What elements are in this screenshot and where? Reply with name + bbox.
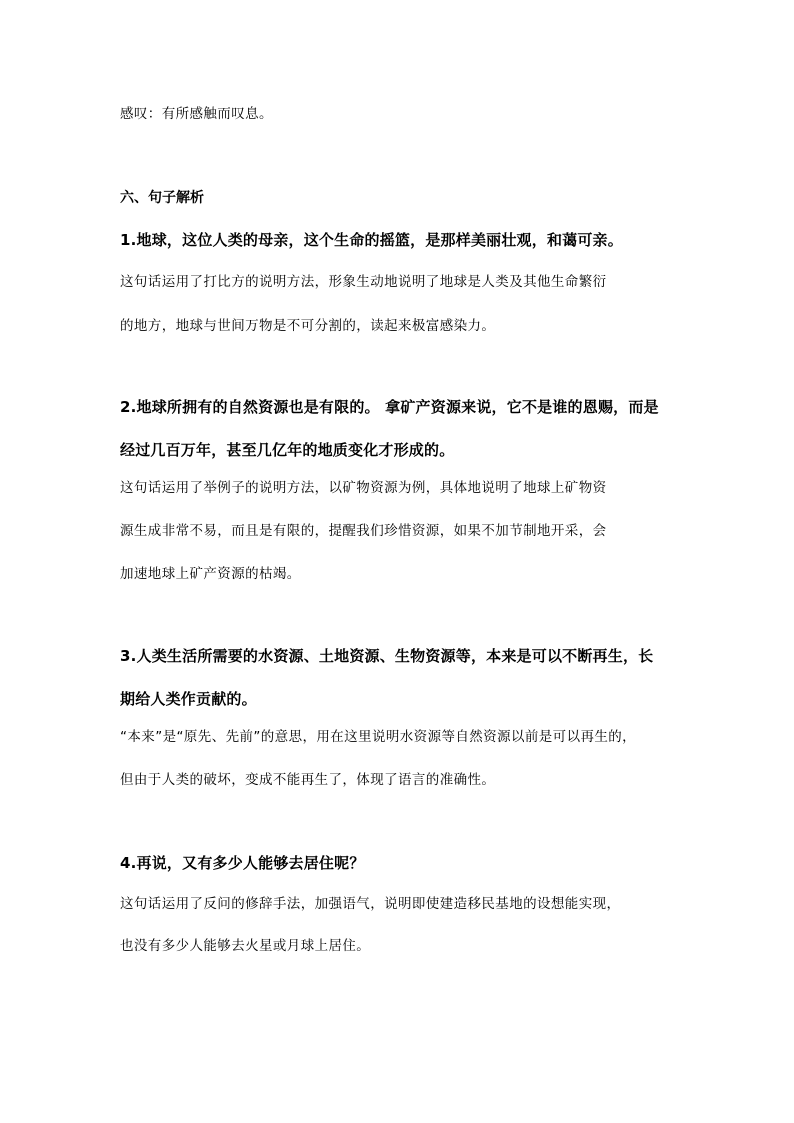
quote-3-line-1: 3.人类生活所需要的水资源、土地资源、生物资源等，本来是可以不断再生，长	[120, 647, 654, 665]
quote-2-line-1: 2.地球所拥有的自然资源也是有限的。 拿矿产资源来说，它不是谁的恩赐，而是	[120, 398, 659, 416]
analysis-3-line-1: “本来”是“原先、先前”的意思，用在这里说明水资源等自然资源以前是可以再生的，	[120, 729, 637, 745]
analysis-1-line-2: 的地方，地球与世间万物是不可分割的，读起来极富感染力。	[120, 318, 496, 334]
analysis-1-line-1: 这句话运用了打比方的说明方法，形象生动地说明了地球是人类及其他生命繁衍	[120, 274, 607, 290]
analysis-4-line-2: 也没有多少人能够去火星或月球上居住。	[120, 938, 371, 954]
analysis-2-line-3: 加速地球上矿产资源的枯竭。	[120, 566, 301, 582]
quote-1-line-1: 1.地球，这位人类的母亲，这个生命的摇篮，是那样美丽壮观，和蔼可亲。	[120, 231, 623, 249]
section-title: 六、句子解析	[120, 190, 204, 206]
analysis-4-line-1: 这句话运用了反问的修辞手法，加强语气，说明即使建造移民基地的设想能实现，	[120, 896, 621, 912]
analysis-2-line-2: 源生成非常不易，而且是有限的，提醒我们珍惜资源，如果不加节制地开采，会	[120, 523, 607, 539]
analysis-3-line-2: 但由于人类的破坏，变成不能再生了，体现了语言的准确性。	[120, 772, 496, 788]
analysis-2-line-1: 这句话运用了举例子的说明方法，以矿物资源为例，具体地说明了地球上矿物资	[120, 480, 607, 496]
quote-3-line-2: 期给人类作贡献的。	[120, 690, 257, 708]
definition-text: 感叹：有所感触而叹息。	[120, 106, 273, 122]
quote-4-line-1: 4.再说，又有多少人能够去居住呢？	[120, 854, 365, 872]
quote-2-line-2: 经过几百万年，甚至几亿年的地质变化才形成的。	[120, 441, 455, 459]
